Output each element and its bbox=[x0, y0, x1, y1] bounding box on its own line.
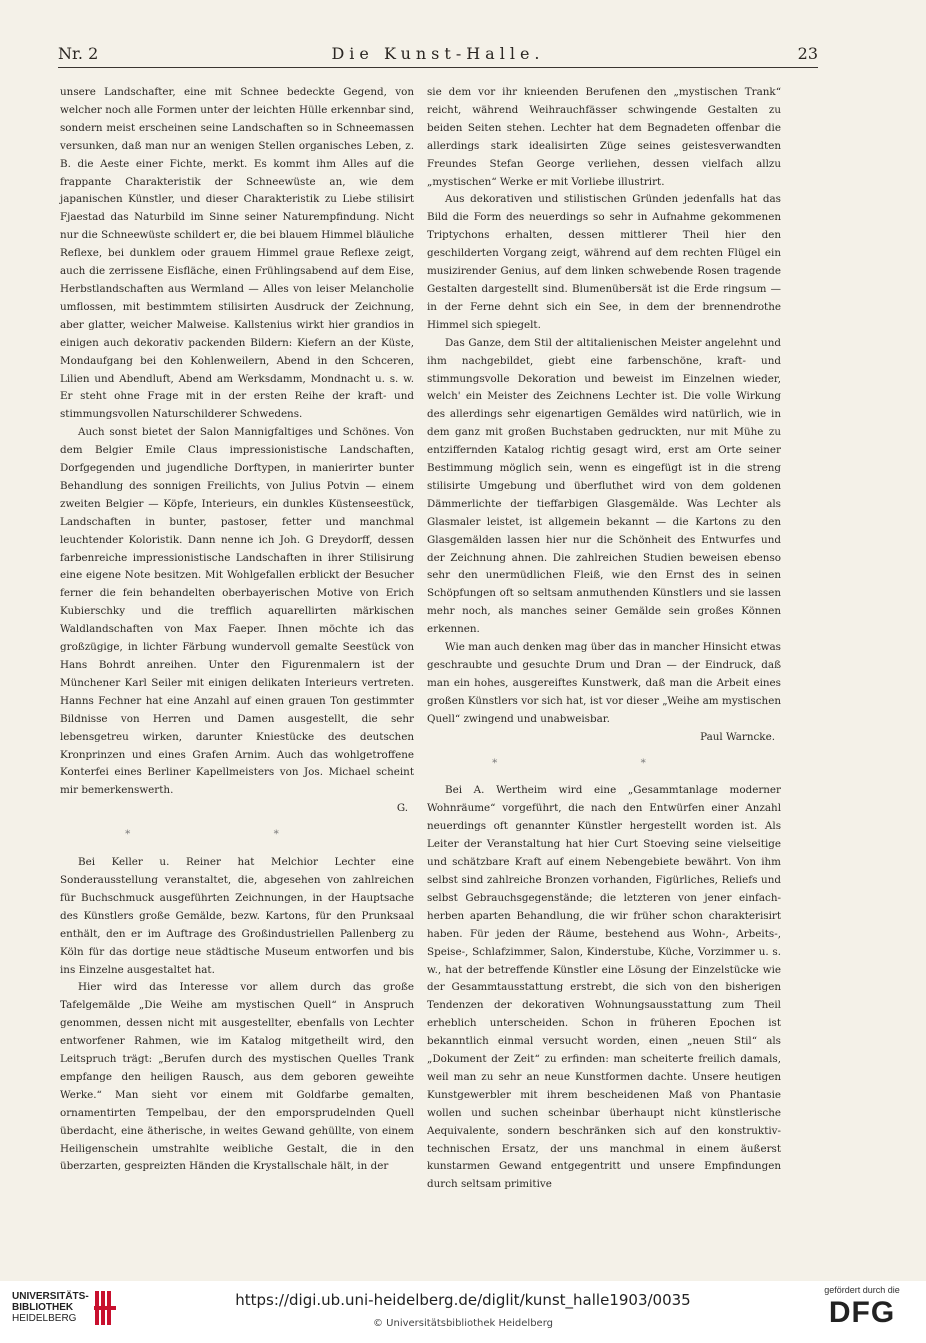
paragraph: Aus dekorativen und stilistischen Gründen jedenfalls hat das Bild die Form des neuerdings so sehr in Aufnahme gekommenen Triptychons erhalten, dessen mittlerer Theil hier den geschilderten Vorgang zeigt, während auf dem rechten Flügel ein musizirender Genius, auf dem linken schwebende Rosen tragende Gestalten dargestellt sind. Blumenübersät ist die Erde ringsum — in der Ferne dehnt sich ein See, in dem der brennendrothe Himmel sich spiegelt. bbox=[427, 193, 781, 331]
paragraph: Hier wird das Interesse vor allem durch das große Tafelgemälde „Die Weihe am mystischen Quell“ in Anspruch genommen, dessen nicht mit ausgestellter, ebenfalls von Lechter entworfener Rahmen, wie im Katalog mitgetheilt wird, den Leitspruch trägt: „Berufen durch des mystischen Quelles Trank empfange den heiligen Rausch, aus dem geboren geweihte Werke.“ Man sieht vor einem mit Goldfarbe gemalten, ornamentirten Tempelbau, der den emporsprudelnden Quell überdacht, eine ätherische, in weites Gewand gehüllte, von einem Heiligenschein umstrahlte weibliche Gestalt, die in den überzarten, gespreizten Händen die Krystallschale hält, in der bbox=[60, 981, 414, 1173]
paragraph: unsere Landschafter, eine mit Schnee bedeckte Gegend, von welcher noch alle Formen unter der leichten Hülle erkennbar sind, sondern meist erscheinen seine Landschaften so in Schneemassen versunken, daß man nur an wenigen Stellen organisches Leben, z. B. die Aeste einer Fichte, merkt. Es kommt ihm Alles auf die frappante Charakteristik der Schneewüste an, wie dem japanischen Künstler, und dieser Charakteristik zu Liebe stilisirt Fjaestad das Naturbild im Sinne seiner Naturempfindung. Nicht nur die Schneewüste schildert er, die bei blauem Himmel bläuliche Reflexe, bei dunklem oder grauem Himmel graue Reflexe zeigt, auch die zerrissene Eisfläche, einen Frühlingsabend auf dem Eise, Herbstlandschaften aus Wermland — Alles von leiser Melancholie umflossen, mit bestimmtem stilisirten Ausdruck der Zeichnung, aber glatter, weicher Malweise. Kallstenius wirkt hier grandios in einigen auch dekorativ packenden Bildern: Kiefern an der Küste, Mondaufgang bei den Kohlenweilern, Abend in den Schceren, Lilien und Abendluft, Abend am Werksdamm, Mondnacht u. s. w. Er steht ohne Frage mit in der ersten Reihe der kraft- und stimmungsvollen Naturschilderer Schwedens. bbox=[60, 86, 414, 421]
dfg-wordmark: DFG bbox=[828, 1296, 896, 1329]
paragraph: Wie man auch denken mag über das in mancher Hinsicht etwas geschraubte und gesuchte Drum und Dran — der Eindruck, daß man ein hohes, ausgereiftes Kunstwerk, daß man die Arbeit eines großen Künstlers vor sich hat, ist vor dieser „Weihe am mystischen Quell“ zwingend und unabweisbar. bbox=[427, 641, 781, 725]
right-column bbox=[427, 84, 781, 1194]
signature: Paul Warncke. bbox=[700, 730, 775, 743]
header-rule bbox=[58, 67, 818, 68]
paragraph: Bei Keller u. Reiner hat Melchior Lechter eine Sonderausstellung veranstaltet, die, abgesehen von zahlreichen für Buchschmuck ausgeführten Zeichnungen, in der Hauptsache des Künstlers große Gemälde, bezw. Kartons, für den Prunksaal enthält, den er im Auftrage des Großindustriellen Pallenberg zu Köln für das dortige neue städtische Museum entworfen und bis ins Einzelne ausgestaltet hat. bbox=[60, 856, 414, 976]
paragraph: sie dem vor ihr knieenden Berufenen den „mystischen Trank“ reicht, während Weihrauchfässer schwingende Gestalten zu beiden Seiten stehen. Lechter hat dem Begnadeten offenbar die allerdings stark idealisirten Züge seines geistesverwandten Freundes Stefan George verliehen, dessen vielfach allzu „mystischen“ Werke er mit Vorliebe illustrirt. bbox=[427, 86, 781, 188]
paragraph: Bei A. Wertheim wird eine „Gesammtanlage moderner Wohnräume“ vorgeführt, die nach den Entwürfen einer Anzahl neuerdings oft genannter Künstler hergestellt worden ist. Als Leiter der Veranstaltung hat hier Curt Stoeving seine vielseitige und schätzbare Kraft auf einem Nebengebiete bewährt. Von ihm selbst sind zahlreiche Bronzen vorhanden, Figürliches, Reliefs und selbst Gebrauchsgegenstände; die letzteren von jener einfach-herben aparten Behandlung, die wir früher schon charakterisirt haben. Für jeden der Räume, bestehend aus Wohn-, Arbeits-, Speise-, Schlafzimmer, Salon, Kinderstube, Küche, Vorzimmer u. s. w., hat der betreffende Künstler eine Lösung der Einzelstücke wie der Gesammtausstattung erstrebt, die sich von den bisherigen Tendenzen der dekorativen Wohnungsausstattung zum Theil erheblich unterscheiden. Schon in früheren Epochen ist bekanntlich einmal versucht worden, einen „neuen Stil“ als „Dokument der Zeit“ zu erfinden: man scheiterte freilich damals, weil man zu sehr an neue Kunstformen dachte. Unsere heutigen Kunstgewerbler mit ihrem bescheidenen Maß von Phantasie wollen und suchen scheinbar überhaupt nicht künstlerische Aequivalente, sondern beschränken sich auf den konstruktiv-technischen Ersatz, der uns manchmal in einem äußerst kunstarmen Gewand entgegentritt und unsere Empfindungen durch seltsam primitive bbox=[427, 784, 781, 1191]
signature: G. bbox=[396, 802, 408, 815]
logo-line: BIBLIOTHEK bbox=[12, 1302, 74, 1313]
dfg-logo[interactable] bbox=[812, 1285, 912, 1331]
copyright-notice: © Universitätsbibliothek Heidelberg bbox=[372, 1318, 553, 1329]
issue-number: Nr. 2 bbox=[58, 44, 99, 63]
section-divider: * * bbox=[125, 828, 349, 841]
left-column bbox=[60, 84, 414, 1176]
section-divider: * * bbox=[492, 756, 716, 769]
funded-by-label: gefördert durch die bbox=[824, 1285, 900, 1295]
paragraph: Das Ganze, dem Stil der altitalienischen Meister angelehnt und ihm nachgebildet, giebt eine farbenschöne, kraft- und stimmungsvolle Dekoration und beweist im Einzelnen wieder, welch' ein Meister des Zeichnens Lechter ist. Die volle Wirkung des allerdings sehr eigenartigen Gemäldes wird natürlich, wie in dem ganz mit großen Buchstaben gedruckten, nur mit Mühe zu entziffernden Katalog richtig gesagt wird, erst am Orte seiner Bestimmung möglich sein, wenn es eingefügt ist in die streng stilisirte Umgebung und überfluthet wird von dem goldenen Dämmerlichte der tieffarbigen Glasgemälde. Was Lechter als Glasmaler leistet, ist allgemein bekannt — die Kartons zu den Glasgemälden lassen hier nur die Schönheit des Entwurfes und der Zeichnung ahnen. Die zahlreichen Studien beweisen ebenso sehr den unermüdlichen Fleiß, wie den Ernst des in seinen Schöpfungen oft so seltsam anmuthenden Künstlers und sie lassen mehr noch, als manches seiner Gemälde sein großes Können erkennen. bbox=[427, 336, 781, 636]
logo-line: HEIDELBERG bbox=[12, 1313, 77, 1324]
journal-title: Die Kunst-Halle. bbox=[331, 44, 545, 63]
page-header bbox=[58, 40, 818, 68]
footer-bar bbox=[0, 1281, 926, 1343]
paragraph: Auch sonst bietet der Salon Mannigfaltiges und Schönes. Von dem Belgier Emile Claus impressionistische Landschaften, Dorfgegenden und jugendliche Dorftypen, in manierirter bunter Behandlung des sonnigen Freilichts, von Julius Potvin — einem zweiten Belgier — Köpfe, Interieurs, ein dunkles Küstenseestück, Landschaften in bunter, pastoser, fetter und manchmal leuchtender Koloristik. Dann nenne ich Joh. G Dreydorff, dessen farbenreiche impressionistische Landschaften in ihrer Stilisirung eine eigene Note besitzen. Mit Wohlgefallen erblickt der Besucher ferner die fein behandelten oberbayerischen Motive von Erich Kubierschky und die trefflich aquarellirten märkischen Waldlandschaften von Max Faeper. Ihnen möchte ich das großzügige, in lichter Färbung wundervoll gemalte Seestück von Hans Bohrdt anreihen. Unter den Figurenmalern ist der Münchener Karl Seiler mit einigen delikaten Interieurs vertreten. Hanns Fechner hat eine Anzahl auf einen grauen Ton gestimmter Bildnisse von Herren und Damen ausgestellt, die sehr lebensgetreu wirken, darunter Kniestücke des deutschen Kronprinzen und eines Grafen Arnim. Auch das wohlgetroffene Konterfei eines Berliner Kapellmeisters von Jos. Michael scheint mir bemerkenswerth. bbox=[60, 426, 414, 797]
page-number: 23 bbox=[797, 44, 818, 63]
page-url-link[interactable]: https://digi.ub.uni-heidelberg.de/diglit/kunst_halle1903/0035 bbox=[235, 1291, 691, 1309]
logo-line: UNIVERSITÄTS- bbox=[12, 1291, 89, 1302]
